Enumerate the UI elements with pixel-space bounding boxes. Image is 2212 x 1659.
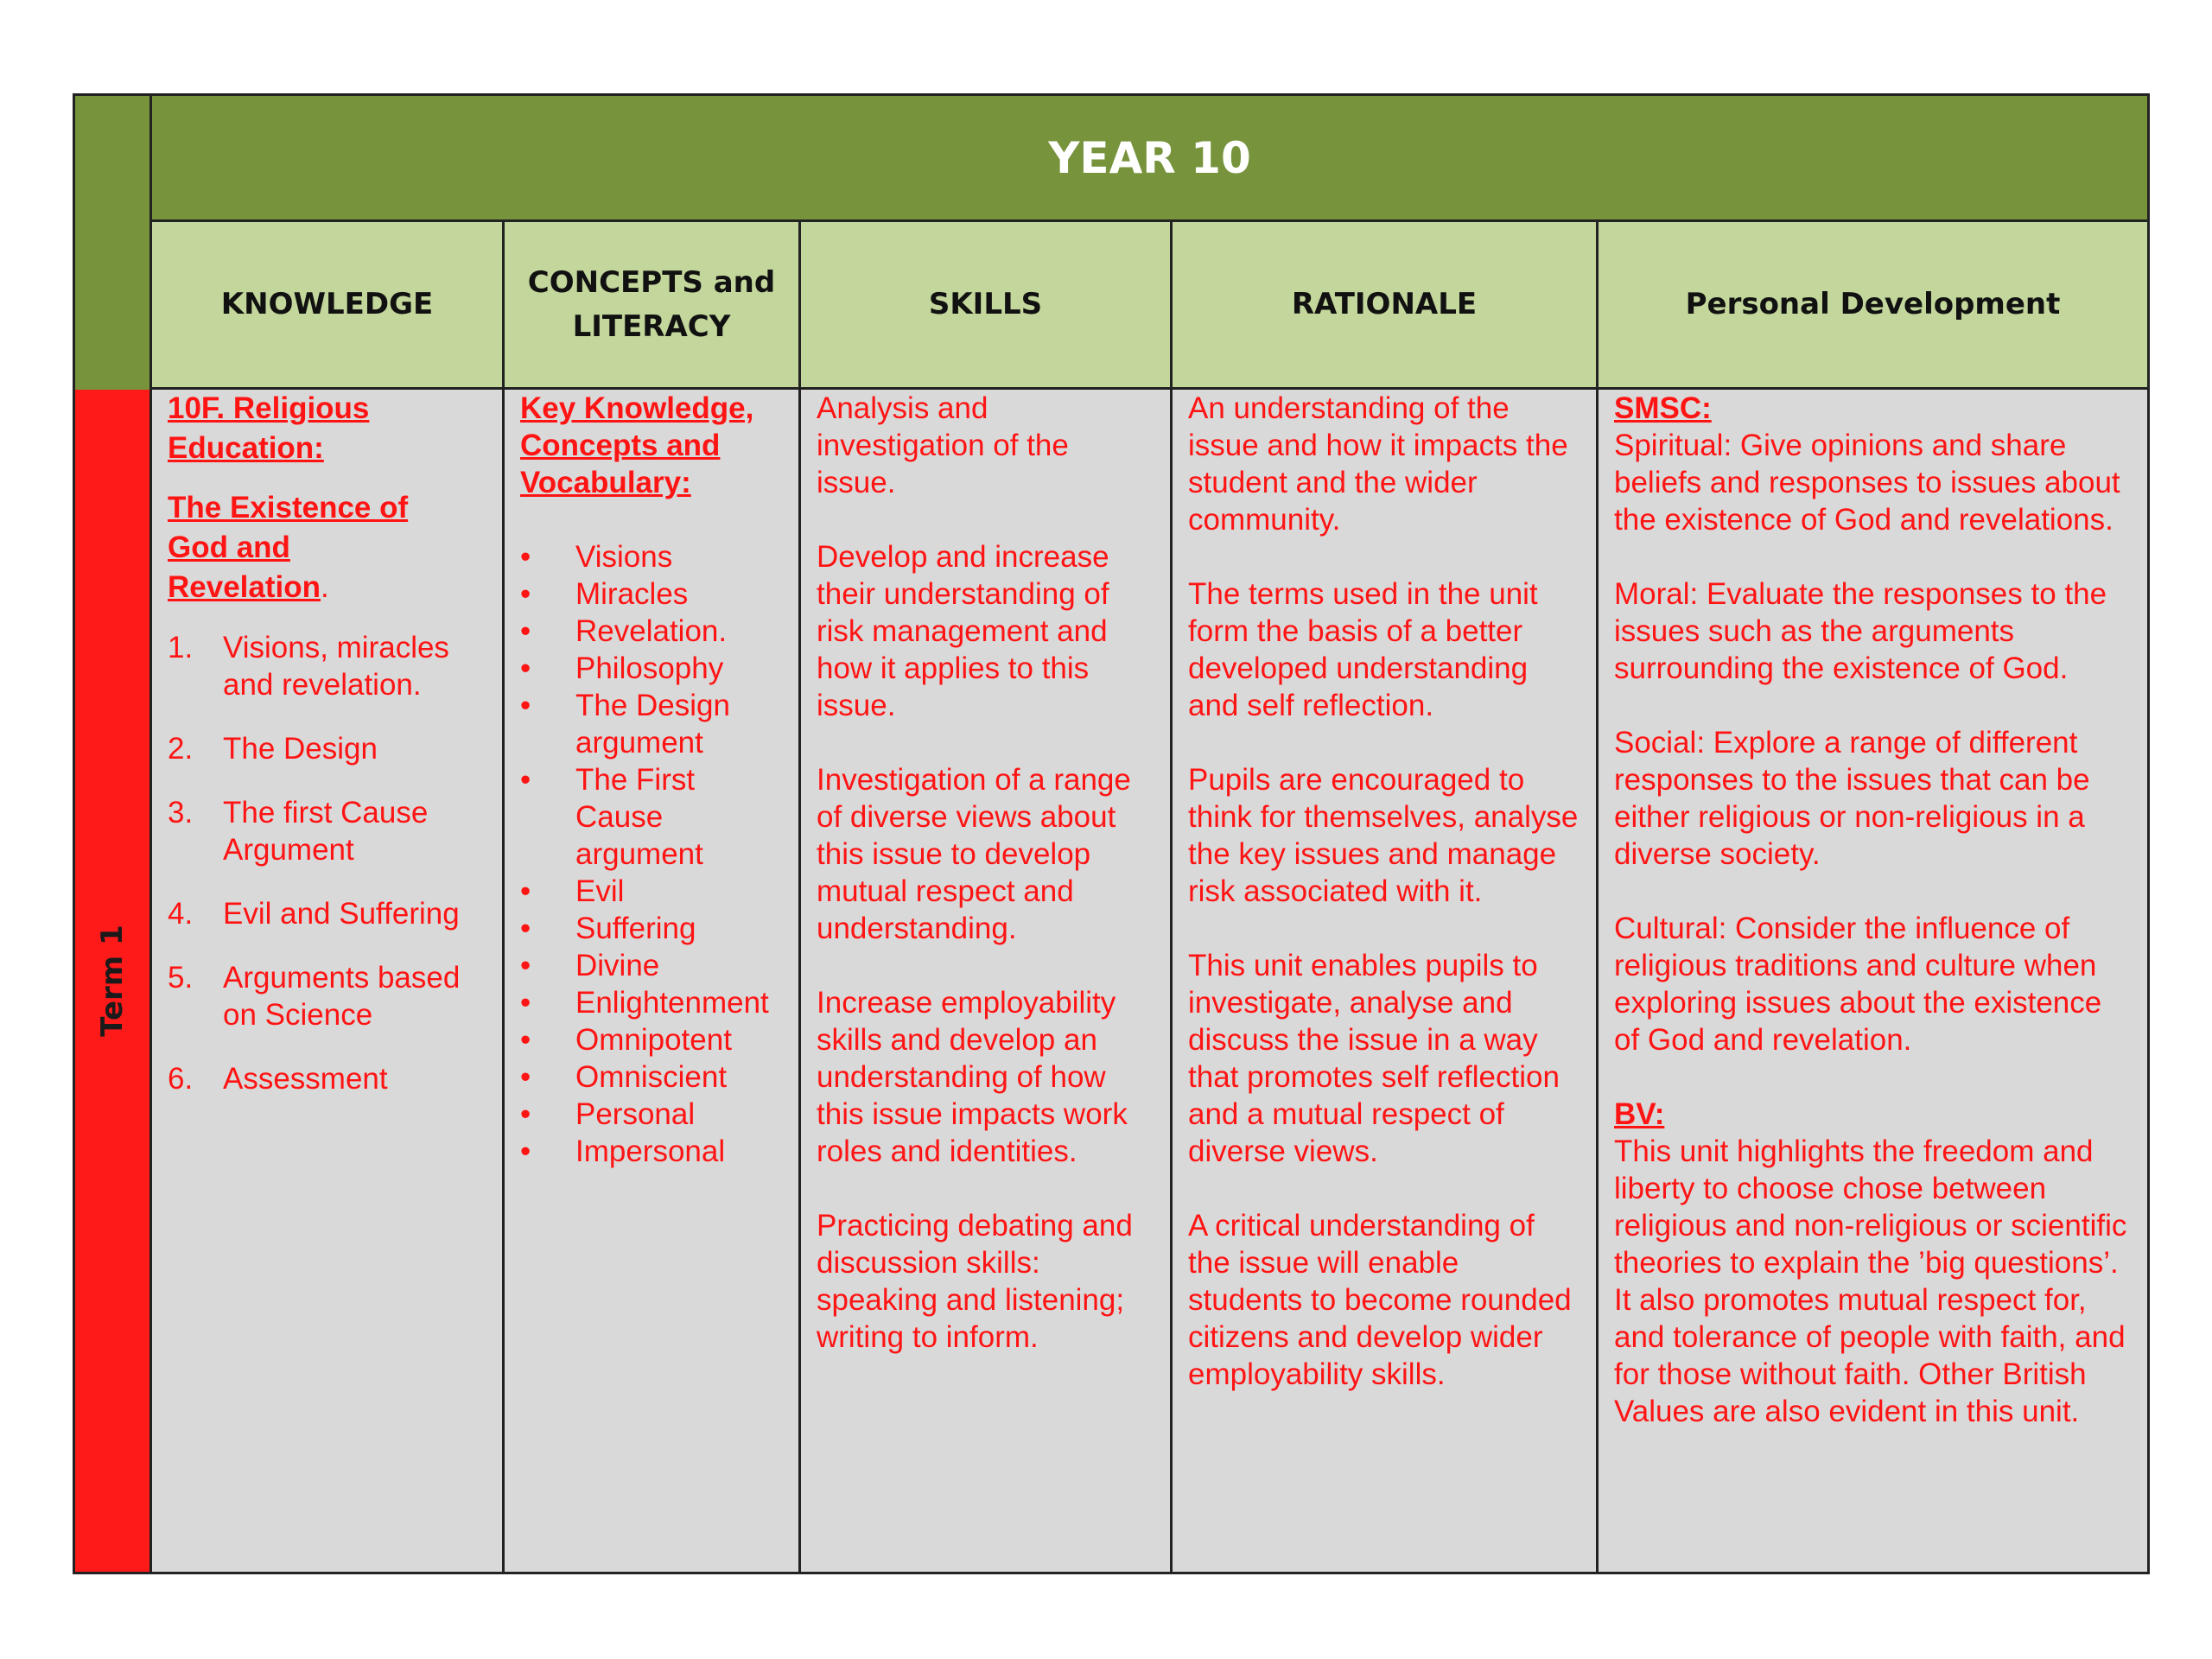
list-item: [520, 613, 781, 650]
concepts-heading-line2: Concepts and: [520, 429, 721, 462]
rationale-paragraph: An understanding of the issue and how it impacts the student and the wider community.: [1188, 391, 1568, 537]
year-title: YEAR 10: [1048, 132, 1251, 183]
list-number: 3.: [168, 796, 194, 830]
header-personal-label: Personal Development: [1685, 287, 2061, 321]
header-knowledge-label: KNOWLEDGE: [220, 287, 434, 321]
list-item: [520, 538, 781, 575]
skills-paragraph: Increase employability skills and develop an understanding of how this issue impacts work roles and identities.: [817, 986, 1128, 1168]
bullet-icon: •: [520, 1060, 531, 1094]
list-number: 6.: [168, 1062, 194, 1096]
list-text: Miracles: [575, 577, 689, 611]
bv-heading: BV:: [1614, 1097, 1665, 1131]
bullet-icon: •: [520, 1023, 531, 1057]
list-item: [168, 1060, 485, 1097]
term-label: Term 1: [95, 925, 130, 1037]
list-text: Omnipotent: [575, 1023, 732, 1057]
bullet-icon: •: [520, 949, 531, 982]
rationale-paragraph: The terms used in the unit form the basis of a better developed understanding and self reflection.: [1188, 577, 1538, 722]
list-number: 4.: [168, 897, 194, 931]
list-text: Suffering: [575, 912, 696, 945]
skills-paragraph: Practicing debating and discussion skills: speaking and listening; writing to inform.: [817, 1209, 1133, 1354]
list-text: Philosophy: [575, 652, 724, 685]
list-text: Divine: [575, 949, 660, 982]
header-skills-label: SKILLS: [928, 287, 1043, 321]
spiritual-text: Spiritual: Give opinions and share beliefs and responses to issues about the existence of God and revelations.: [1614, 429, 2120, 537]
list-text: Visions, miracles and revelation.: [223, 631, 449, 702]
bullet-icon: •: [520, 540, 531, 574]
cell-concepts: [502, 390, 798, 1572]
bullet-icon: •: [520, 763, 531, 797]
bullet-icon: •: [520, 689, 531, 722]
list-text: The first Cause Argument: [223, 796, 429, 867]
header-personal: [1596, 222, 2147, 390]
bullet-icon: •: [520, 1135, 531, 1168]
list-text: Enlightenment: [575, 986, 769, 1020]
list-item: [520, 947, 781, 984]
knowledge-list: [168, 629, 485, 1097]
header-concepts: [502, 222, 798, 390]
list-text: Visions: [575, 540, 673, 574]
bullet-icon: •: [520, 652, 531, 685]
cell-skills: [798, 390, 1170, 1572]
list-item: [520, 1021, 781, 1058]
side-band-top: [75, 96, 149, 390]
curriculum-table: [73, 93, 2150, 1574]
term-band: [75, 390, 149, 1572]
list-text: The Design argument: [575, 689, 730, 760]
topic-title-line3: Revelation: [168, 570, 321, 604]
list-number: 2.: [168, 732, 194, 766]
list-number: 1.: [168, 631, 194, 664]
bullet-icon: •: [520, 912, 531, 945]
social-text: Social: Explore a range of different responses to the issues that can be either religious or non-religious in a diverse society.: [1614, 726, 2090, 871]
year-header-bar: [149, 96, 2147, 222]
list-text: Arguments based on Science: [223, 961, 461, 1032]
vocabulary-list: [520, 538, 781, 1170]
bullet-icon: •: [520, 577, 531, 611]
cell-knowledge: [149, 390, 502, 1572]
cell-personal-development: [1596, 390, 2147, 1572]
skills-paragraph: Analysis and investigation of the issue.: [817, 391, 1069, 499]
bullet-icon: •: [520, 614, 531, 648]
list-item: [520, 650, 781, 687]
list-number: 5.: [168, 961, 194, 995]
list-text: Evil: [575, 874, 625, 908]
header-rationale-label: RATIONALE: [1291, 287, 1478, 321]
list-text: Personal: [575, 1097, 696, 1131]
smsc-heading: SMSC:: [1614, 391, 1712, 425]
list-text: The Design: [223, 732, 378, 766]
header-rationale: [1170, 222, 1596, 390]
bullet-icon: •: [520, 874, 531, 908]
list-text: Revelation.: [575, 614, 728, 648]
unit-title-line2: Education:: [168, 431, 324, 465]
rationale-paragraph: A critical understanding of the issue will enable students to become rounded citizens and develop wider employability skills.: [1188, 1209, 1572, 1391]
topic-title-line2: God and: [168, 531, 290, 564]
list-item: [168, 895, 485, 932]
list-item: [520, 687, 781, 761]
bullet-icon: •: [520, 986, 531, 1020]
header-concepts-line1: CONCEPTS and: [527, 264, 776, 300]
bv-text: This unit highlights the freedom and liberty to choose chose between religious and non-religious or scientific theories to explain the ’big questions’. It also promotes mutual respect for, and tolerance of people with faith, and for those without faith. Other British Values are also evident in this unit.: [1614, 1135, 2127, 1428]
header-knowledge: [149, 222, 502, 390]
rationale-paragraph: This unit enables pupils to investigate, analyse and discuss the issue in a way that promotes self reflection and a mutual respect of diverse views.: [1188, 949, 1560, 1168]
list-item: [520, 575, 781, 613]
list-text: Evil and Suffering: [223, 897, 460, 931]
list-item: [520, 873, 781, 910]
list-text: Omniscient: [575, 1060, 728, 1094]
concepts-heading-line1: Key Knowledge,: [520, 391, 754, 425]
list-item: [168, 730, 485, 767]
skills-paragraph: Investigation of a range of diverse views about this issue to develop mutual respect and understanding.: [817, 763, 1131, 945]
list-item: [168, 959, 485, 1033]
list-item: [520, 984, 781, 1021]
header-skills: [798, 222, 1170, 390]
list-text: Impersonal: [575, 1135, 726, 1168]
concepts-heading-line3: Vocabulary:: [520, 466, 691, 499]
list-item: [168, 629, 485, 703]
list-item: [520, 761, 781, 873]
cell-rationale: [1170, 390, 1596, 1572]
list-item: [168, 794, 485, 868]
list-item: [520, 910, 781, 947]
moral-text: Moral: Evaluate the responses to the issues such as the arguments surrounding the existence of God.: [1614, 577, 2107, 685]
skills-paragraph: Develop and increase their understanding of risk management and how it applies to this issue.: [817, 540, 1109, 722]
list-text: The First Cause argument: [575, 763, 703, 871]
topic-title-end: .: [321, 570, 329, 604]
list-item: [520, 1096, 781, 1133]
list-text: Assessment: [223, 1062, 388, 1096]
rationale-paragraph: Pupils are encouraged to think for themselves, analyse the key issues and manage risk associated with it.: [1188, 763, 1579, 908]
header-concepts-line2: LITERACY: [572, 308, 731, 344]
list-item: [520, 1058, 781, 1096]
cultural-text: Cultural: Consider the influence of religious traditions and culture when exploring issues about the existence of God and revelation.: [1614, 912, 2102, 1057]
bullet-icon: •: [520, 1097, 531, 1131]
topic-title-line1: The Existence of: [168, 491, 409, 524]
unit-title-line1: 10F. Religious: [168, 391, 370, 425]
list-item: [520, 1133, 781, 1170]
